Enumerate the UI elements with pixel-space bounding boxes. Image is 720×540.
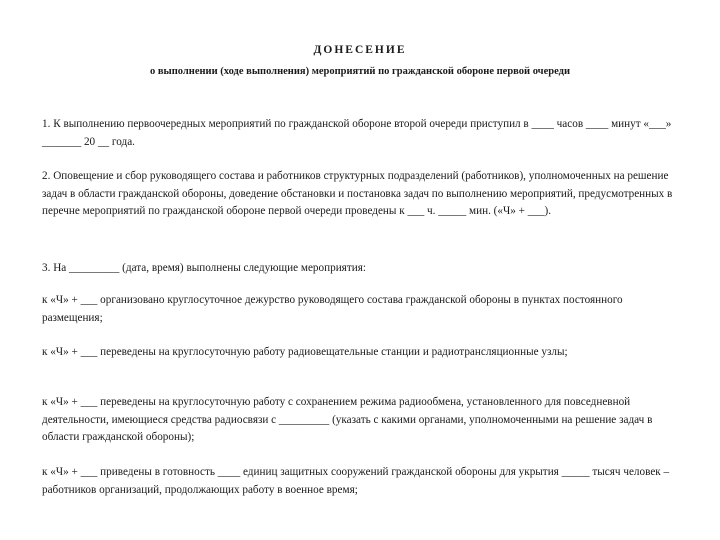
measure-item-radio: к «Ч» + ___ переведены на круглосуточную работу с сохранением режима радиообмена, установленного для повседневной деятельности, имеющиеся средства радиосвязи с _________ (указать с какими органами, уполномоченными на решение задач в области гражданской обороны); xyxy=(42,396,653,443)
paragraph-1: 1. К выполнению первоочередных мероприятий по гражданской обороне второй очереди приступил в ____ часов ____ минут «___» _______ 20 __ года. xyxy=(42,118,672,148)
document-title: ДОНЕСЕНИЕ xyxy=(313,44,407,56)
document-subtitle: о выполнении (ходе выполнения) мероприятий по гражданской обороне первой очереди xyxy=(149,66,570,77)
measure-item-broadcast: к «Ч» + ___ переведены на круглосуточную работу радиовещательные станции и радиотрансляционные узлы; xyxy=(42,346,568,358)
paragraph-2: 2. Оповещение и сбор руководящего состава и работников структурных подразделений (работников), уполномоченных на решение задач в области гражданской обороны, доведение обстановки и постановка задач по выполнению мероприятий, предусмотренных в перечне мероприятий по гражданской обороне первой очереди проведены к ___ ч. _____ мин. («Ч» + ___). xyxy=(42,170,673,217)
measure-item-shelters: к «Ч» + ___ приведены в готовность ____ единиц защитных сооружений гражданской обороны для укрытия _____ тысяч человек – работников организаций, продолжающих работу в военное время; xyxy=(42,466,670,496)
paragraph-3: 3. На _________ (дата, время) выполнены следующие мероприятия: xyxy=(42,262,366,274)
measure-item-duty: к «Ч» + ___ организовано круглосуточное дежурство руководящего состава гражданской обороны в пунктах постоянного размещения; xyxy=(42,294,623,324)
